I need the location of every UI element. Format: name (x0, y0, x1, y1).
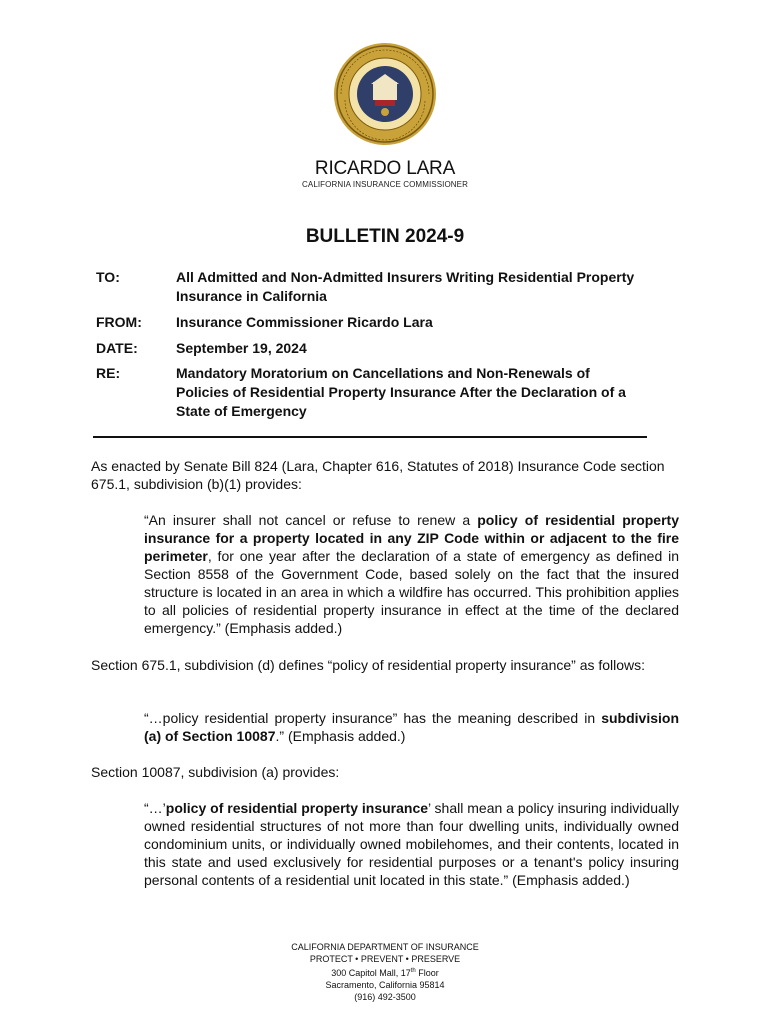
footer-street-sup: th (410, 968, 416, 974)
california-department-of-insurance-seal-icon (333, 42, 437, 146)
footer-city: Sacramento, California 95814 (325, 980, 445, 990)
quote-section-10087-a (144, 799, 679, 889)
commissioner-name: RICARDO LARA (314, 158, 456, 179)
memo-from-value: Insurance Commissioner Ricardo Lara (176, 314, 433, 330)
quote-text: “An insurer shall not cancel or refuse to renew a (144, 512, 478, 528)
paragraph-section-10087: Section 10087, subdivision (a) provides: (91, 764, 340, 780)
quote-text: , for one year after the declaration of a state of emergency as defined in Section 8558 of the Government Code, based solely on the fact that the insured structure is located in an area in which a wildfire has occurred. This prohibition applies to all policies of residential property insurance in effect at the time of the declared emergency.” (Emphasis added.) (144, 548, 679, 636)
memo-date-label: DATE: (96, 340, 138, 356)
footer-department: CALIFORNIA DEPARTMENT OF INSURANCE (291, 942, 479, 952)
paragraph-senate-bill: As enacted by Senate Bill 824 (Lara, Chapter 616, Statutes of 2018) Insurance Code section 675.1, subdivision (b)(1) provides: (91, 458, 665, 492)
memo-re-label: RE: (96, 365, 121, 381)
memo-to-label: TO: (96, 269, 120, 285)
quote-text: “…policy residential property insurance” has the meaning described in (144, 710, 602, 726)
header-divider (93, 436, 647, 438)
quote-text: “…’ (144, 800, 166, 816)
quote-text: .” (Emphasis added.) (275, 728, 406, 744)
memo-date-value: September 19, 2024 (176, 340, 307, 356)
footer-motto: PROTECT • PREVENT • PRESERVE (309, 954, 461, 964)
quote-emphasis: policy of residential property insurance for a property located in any ZIP Code within or adjacent to the fire perimeter (144, 512, 679, 564)
footer-phone: (916) 492-3500 (354, 992, 416, 1002)
memo-from-label: FROM: (96, 314, 142, 330)
quote-insurance-code-675-1 (144, 511, 679, 637)
memo-to-value: All Admitted and Non-Admitted Insurers Writing Residential Property Insurance in California (176, 269, 635, 304)
quote-emphasis: policy of residential property insurance (165, 800, 429, 816)
bulletin-title: BULLETIN 2024-9 (305, 226, 465, 247)
footer-street (0, 965, 770, 979)
footer-street-text: Floor (415, 968, 439, 978)
footer-address-block (0, 941, 770, 1003)
footer-street-text: 300 Capitol Mall, 17 (331, 968, 411, 978)
paragraph-section-675-1-d: Section 675.1, subdivision (d) defines “policy of residential property insurance” as follows: (91, 657, 646, 673)
memo-re-value: Mandatory Moratorium on Cancellations and Non-Renewals of Policies of Residential Property Insurance After the Declaration of a State of Emergency (176, 365, 626, 419)
quote-policy-definition (144, 709, 679, 745)
commissioner-title: CALIFORNIA INSURANCE COMMISSIONER (302, 180, 468, 189)
quote-emphasis: subdivision (a) of Section 10087 (144, 710, 679, 744)
quote-text: ’ shall mean a policy insuring individually owned residential structures of not more than four dwelling units, individually owned condominium units, or individually owned mobilehomes, and their contents, located in this state and used exclusively for residential purposes or a tenant's policy insuring personal contents of a residential unit located in this state.” (Emphasis added.) (144, 800, 679, 888)
